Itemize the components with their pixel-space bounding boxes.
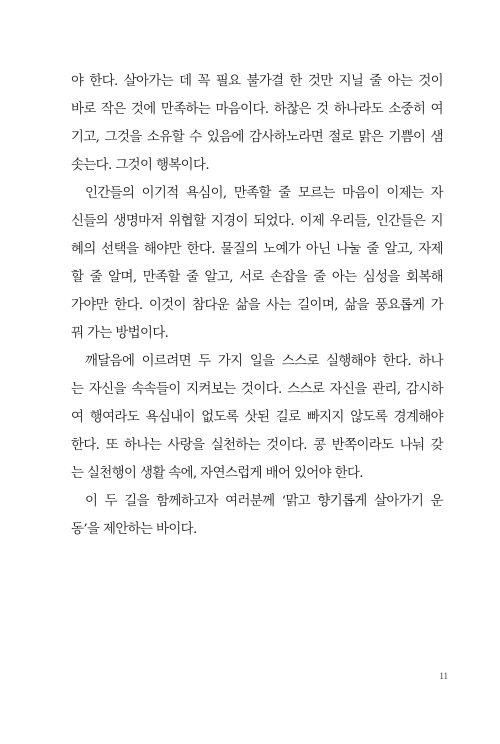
paragraph-start-line: 깨달음에 이르려면 두 가지 일을 스스로 실행해야 한다. 하나 [85, 354, 443, 369]
page-number: 11 [439, 671, 448, 681]
text-line: 신들의 생명마저 위협할 지경이 되었다. 이제 우리들, 인간들은 지 [71, 214, 443, 229]
text-line: 는 자신을 속속들이 지켜보는 것이다. 스스로 자신을 관리, 감시하 [71, 382, 443, 397]
text-line: 바로 작은 것에 만족하는 마음이다. 하찮은 것 하나라도 소중히 여 [71, 102, 443, 117]
text-line: 야 한다. 살아가는 데 꼭 필요 불가결 한 것만 지닐 줄 아는 것이 [71, 74, 443, 89]
text-line: 한다. 또 하나는 사랑을 실천하는 것이다. 콩 반쪽이라도 나눠 갖 [71, 438, 443, 453]
text-line: 동’을 제안하는 바이다. [71, 522, 197, 537]
text-line: 꿔 가는 방법이다. [71, 326, 169, 341]
text-line: 혜의 선택을 해야만 한다. 물질의 노예가 아닌 나눌 줄 알고, 자제 [71, 242, 443, 257]
text-line: 가야만 한다. 이것이 참다운 삶을 사는 길이며, 삶을 풍요롭게 가 [71, 298, 443, 313]
paragraph-start-line: 이 두 길을 함께하고자 여러분께 ‘맑고 향기롭게 살아가기 운 [85, 494, 443, 509]
text-line: 할 줄 알며, 만족할 줄 알고, 서로 손잡을 줄 아는 심성을 회복해 [71, 270, 443, 285]
text-line: 솟는다. 그것이 행복이다. [71, 158, 209, 173]
text-line: 는 실천행이 생활 속에, 자연스럽게 배어 있어야 한다. [71, 466, 363, 481]
text-line: 기고, 그것을 소유할 수 있음에 감사하노라면 절로 맑은 기쁨이 샘 [71, 130, 443, 145]
text-line: 여 행여라도 욕심내이 없도록 삿된 길로 빠지지 않도록 경계해야 [71, 410, 443, 425]
paragraph-start-line: 인간들의 이기적 욕심이, 만족할 줄 모르는 마음이 이제는 자 [85, 186, 443, 201]
body-text [71, 68, 443, 544]
